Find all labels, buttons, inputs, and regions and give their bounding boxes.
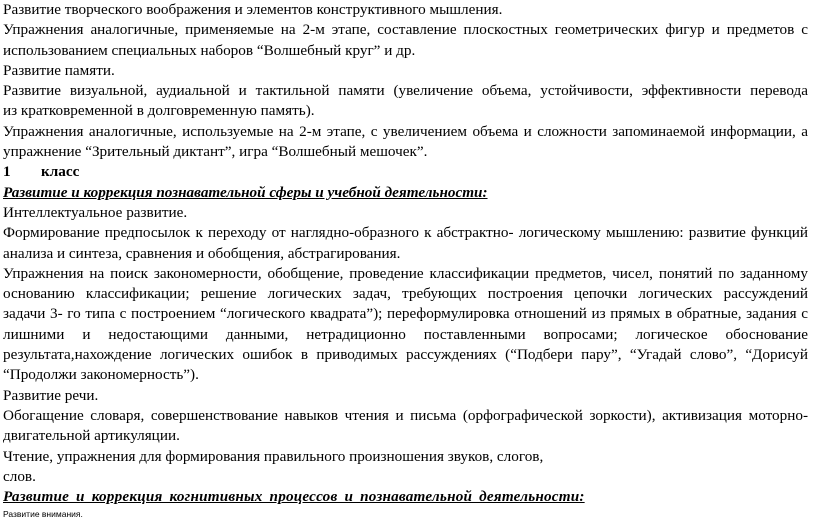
text-line: из кратковременной в долговременную память). — [3, 102, 315, 120]
text-line: Развитие памяти. — [3, 61, 115, 79]
text-line: лишними и недостающими данными, нетрадиционно поставленными вопросами; логическое обоснование — [3, 325, 808, 343]
section-heading: Развитие и коррекция когнитивных процессов и познавательной деятельности: — [3, 488, 585, 506]
text-line: задачи 3- го типа с построением “логического квадрата”); переформулировка отношений из прямых в обратные, задания с — [3, 305, 808, 323]
text-line: Развитие визуальной, аудиальной и тактильной памяти (увеличение объема, устойчивости, эффективности перевода — [3, 82, 808, 100]
text-line: Развитие речи. — [3, 386, 99, 404]
text-line: Интеллектуальное развитие. — [3, 203, 188, 221]
section-heading: Развитие и коррекция познавательной сферы и учебной деятельности: — [3, 183, 488, 201]
text-line: двигательной артикуляции. — [3, 427, 180, 445]
class-number: 1 — [3, 163, 11, 181]
text-line: результата,нахождение логических ошибок в приводимых рассуждениях (“Подбери пару”, “Угадай слово”, “Дорисуй — [3, 346, 808, 364]
text-line: Обогащение словаря, совершенствование навыков чтения и письма (орфографической зоркости), активизация моторно- — [3, 406, 808, 424]
footer-line: Развитие внимания. — [3, 509, 83, 520]
class-label: класс — [41, 163, 80, 181]
text-line: Упражнения на поиск закономерности, обобщение, проведение классификации предметов, чисел, понятий по заданному — [3, 264, 808, 282]
text-line: “Продолжи закономерность”). — [3, 366, 199, 384]
text-line: основанию классификации; решение логических задач, требующих построения цепочки логических рассуждений — [3, 285, 808, 303]
text-line: Упражнения аналогичные, применяемые на 2-м этапе, составление плоскостных геометрических фигур и предметов с — [3, 21, 808, 39]
text-line: Формирование предпосылок к переходу от наглядно-образного к абстрактно- логическому мышлению: развитие функций — [3, 224, 808, 242]
text-line: Чтение, упражнения для формирования правильного произношения звуков, слогов, — [3, 447, 544, 465]
text-line: упражнение “Зрительный диктант”, игра “Волшебный мешочек”. — [3, 143, 428, 161]
text-line: анализа и синтеза, сравнения и обобщения, абстрагирования. — [3, 244, 401, 262]
text-line: использованием специальных наборов “Волшебный круг” и др. — [3, 41, 416, 59]
text-line: Развитие творческого воображения и элементов конструктивного мышления. — [3, 1, 503, 18]
text-line: слов. — [3, 467, 36, 485]
text-line: Упражнения аналогичные, используемые на 2-м этапе, с увеличением объема и сложности запоминаемой информации, а — [3, 122, 808, 140]
class-heading — [3, 162, 808, 182]
